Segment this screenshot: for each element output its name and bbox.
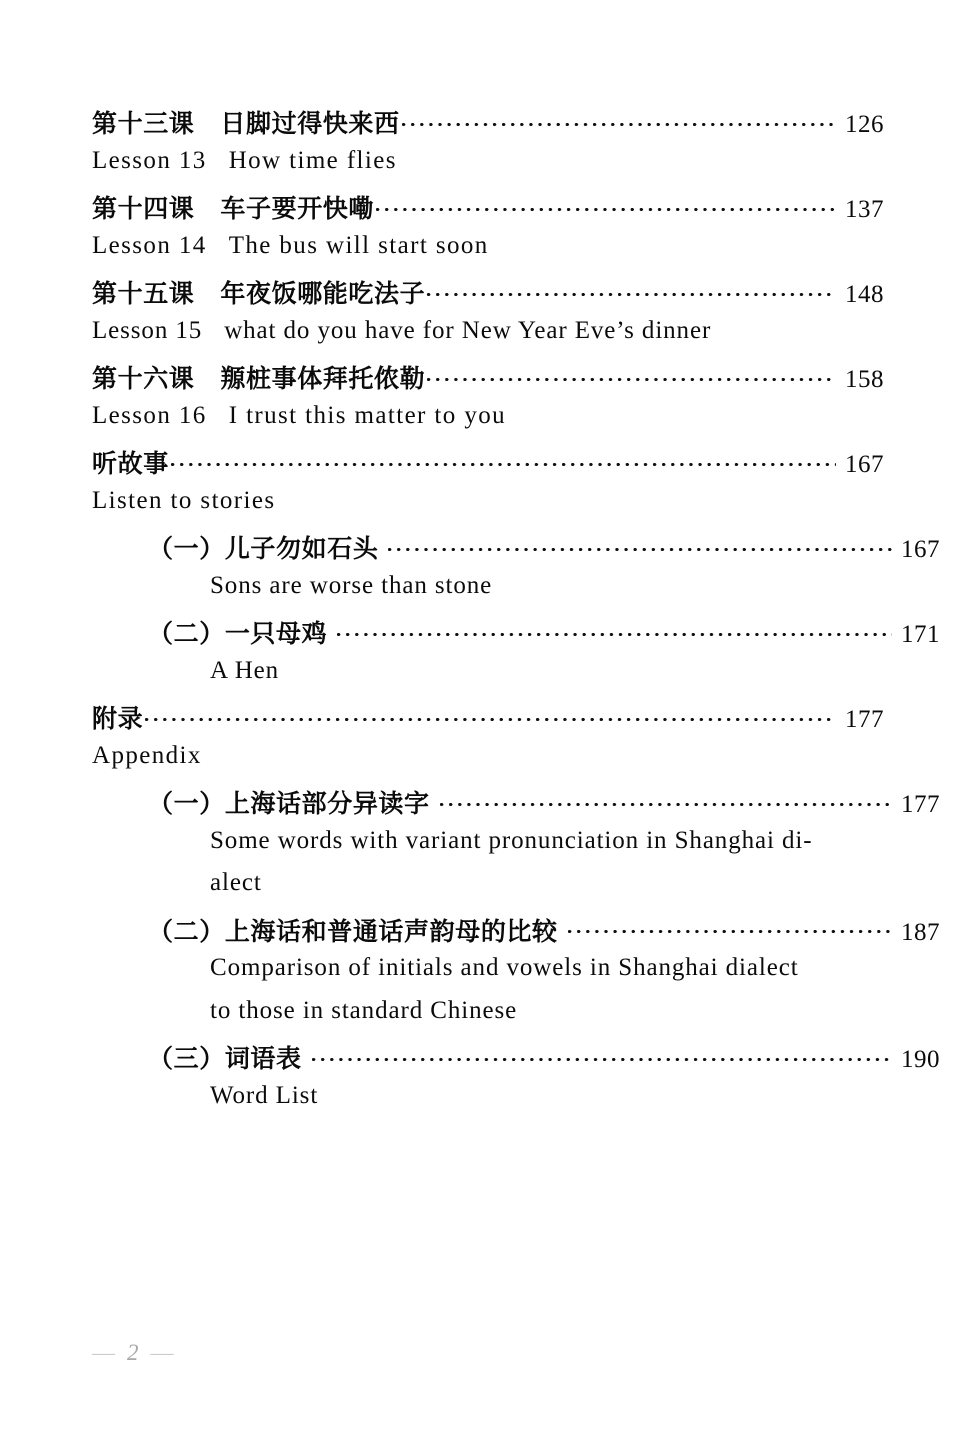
- toc-entry-lesson-13[interactable]: [92, 104, 884, 147]
- item-cn-title: 上海话和普通话声韵母的比较: [224, 916, 558, 946]
- item-en-title: Sons are worse than stone: [210, 571, 493, 599]
- toc-entry-appendix-2[interactable]: [148, 912, 940, 955]
- toc-page-number: 167: [901, 536, 940, 563]
- toc-page-number: 148: [845, 281, 884, 308]
- toc-entry-appendix-1-english-line2: [210, 869, 884, 912]
- item-en-title-line1: Word List: [210, 1081, 319, 1109]
- leader-dots: [427, 286, 836, 302]
- toc-entry-appendix-1-english-line1: [210, 827, 884, 870]
- lesson-en-title: what do you have for New Year Eve’s dinner: [224, 316, 712, 344]
- toc-section-appendix[interactable]: [92, 699, 884, 742]
- lesson-cn-label: 第十四课: [92, 194, 195, 223]
- lesson-en-label: Lesson 14: [92, 231, 207, 259]
- item-number: （一）: [148, 789, 225, 818]
- section-en-heading: Listen to stories: [92, 486, 276, 514]
- item-cn-title: 词语表: [224, 1044, 302, 1073]
- toc-entry-appendix-2-english-line1: [210, 954, 884, 997]
- leader-dots: [427, 371, 836, 387]
- toc-section-stories-english: [92, 487, 884, 530]
- toc-entry-lesson-14[interactable]: [92, 189, 884, 232]
- section-cn-heading: 附录: [92, 704, 144, 733]
- footer-dash-right: —: [150, 1340, 176, 1365]
- toc-entry-lesson-16-english: [92, 402, 884, 445]
- toc-entry-title: [92, 274, 425, 310]
- item-cn-title: 上海话部分异读字: [224, 789, 430, 818]
- toc-entry-title: [92, 104, 400, 140]
- lesson-en-label: Lesson 15: [92, 316, 203, 344]
- toc-section-appendix-english: [92, 742, 884, 785]
- item-number: （三）: [148, 1044, 225, 1073]
- toc-page-number: 137: [845, 196, 884, 223]
- item-en-title-line1: Comparison of initials and vowels in Shanghai dialect: [210, 954, 799, 981]
- lesson-cn-title: 羱桩事体拜托侬勒: [220, 364, 426, 393]
- item-en-title-line2: alect: [210, 869, 262, 896]
- toc-entry-story-2[interactable]: [148, 614, 940, 657]
- leader-dots: [337, 626, 892, 642]
- leader-dots: [402, 116, 836, 132]
- toc-entry-appendix-3[interactable]: [148, 1039, 940, 1082]
- toc-entry-appendix-1[interactable]: [148, 784, 940, 827]
- lesson-en-label: Lesson 16: [92, 401, 207, 429]
- lesson-en-title: The bus will start soon: [228, 231, 489, 259]
- lesson-cn-label: 第十六课: [92, 364, 195, 393]
- toc-page-number: 190: [901, 1046, 940, 1073]
- toc-entry-title: [148, 912, 558, 948]
- toc-page-number: 171: [901, 621, 940, 648]
- toc-page-number: 187: [901, 918, 940, 946]
- toc-page-number: 177: [845, 706, 884, 733]
- item-cn-title: 一只母鸡: [224, 619, 328, 648]
- section-cn-heading: 听故事: [92, 449, 169, 478]
- item-number: （一）: [148, 534, 225, 563]
- toc-section-stories[interactable]: [92, 444, 884, 487]
- lesson-en-title: I trust this matter to you: [228, 401, 507, 429]
- toc-entry-title: [148, 614, 327, 650]
- toc-page-number: 167: [845, 451, 884, 478]
- section-en-heading: Appendix: [92, 741, 202, 769]
- toc-entry-story-1[interactable]: [148, 529, 940, 572]
- lesson-en-label: Lesson 13: [92, 146, 207, 174]
- toc-entry-lesson-16[interactable]: [92, 359, 884, 402]
- lesson-cn-label: 第十三课: [92, 109, 195, 138]
- item-number: （二）: [148, 916, 225, 946]
- item-en-title-line2: to those in standard Chinese: [210, 996, 518, 1024]
- toc-entry-lesson-15[interactable]: [92, 274, 884, 317]
- toc-entry-story-1-english: [210, 572, 884, 615]
- toc-page-number: 158: [845, 366, 884, 393]
- toc-page-number: 126: [845, 111, 884, 138]
- footer-dash-left: —: [92, 1340, 117, 1365]
- item-cn-title: 儿子勿如石头: [224, 534, 379, 563]
- toc-entry-title: [92, 359, 425, 395]
- toc-page-number: 177: [901, 791, 940, 818]
- leader-dots: [440, 796, 892, 812]
- footer-page-number: 2: [127, 1340, 141, 1365]
- lesson-cn-title: 年夜饭哪能吃法子: [220, 279, 426, 308]
- leader-dots: [171, 456, 836, 472]
- page-footer: [92, 1340, 292, 1366]
- toc-entry-title: [148, 784, 430, 820]
- toc-entry-title: [92, 189, 374, 225]
- toc-entry-title: [148, 1039, 302, 1075]
- leader-dots: [388, 541, 892, 557]
- item-en-title-line1: Some words with variant pronunciation in Shanghai di-: [210, 826, 813, 854]
- leader-dots: [145, 711, 836, 727]
- toc-entry-story-2-english: [210, 657, 884, 700]
- toc-entry-lesson-14-english: [92, 232, 884, 275]
- toc-entry-title: [148, 529, 378, 565]
- toc-entry-lesson-15-english: [92, 317, 884, 360]
- leader-dots: [376, 201, 836, 217]
- leader-dots: [568, 924, 892, 940]
- item-number: （二）: [148, 619, 225, 648]
- toc-entry-appendix-2-english-line2: [210, 997, 884, 1040]
- leader-dots: [312, 1051, 892, 1067]
- toc-entry-appendix-3-english-line1: [210, 1082, 884, 1125]
- lesson-en-title: How time flies: [228, 146, 397, 174]
- item-en-title: A Hen: [210, 656, 280, 684]
- lesson-cn-label: 第十五课: [92, 279, 195, 308]
- lesson-cn-title: 日脚过得快来西: [220, 109, 400, 138]
- toc-content: [92, 104, 940, 1124]
- lesson-cn-title: 车子要开快嘞: [220, 194, 375, 223]
- toc-entry-lesson-13-english: [92, 147, 884, 190]
